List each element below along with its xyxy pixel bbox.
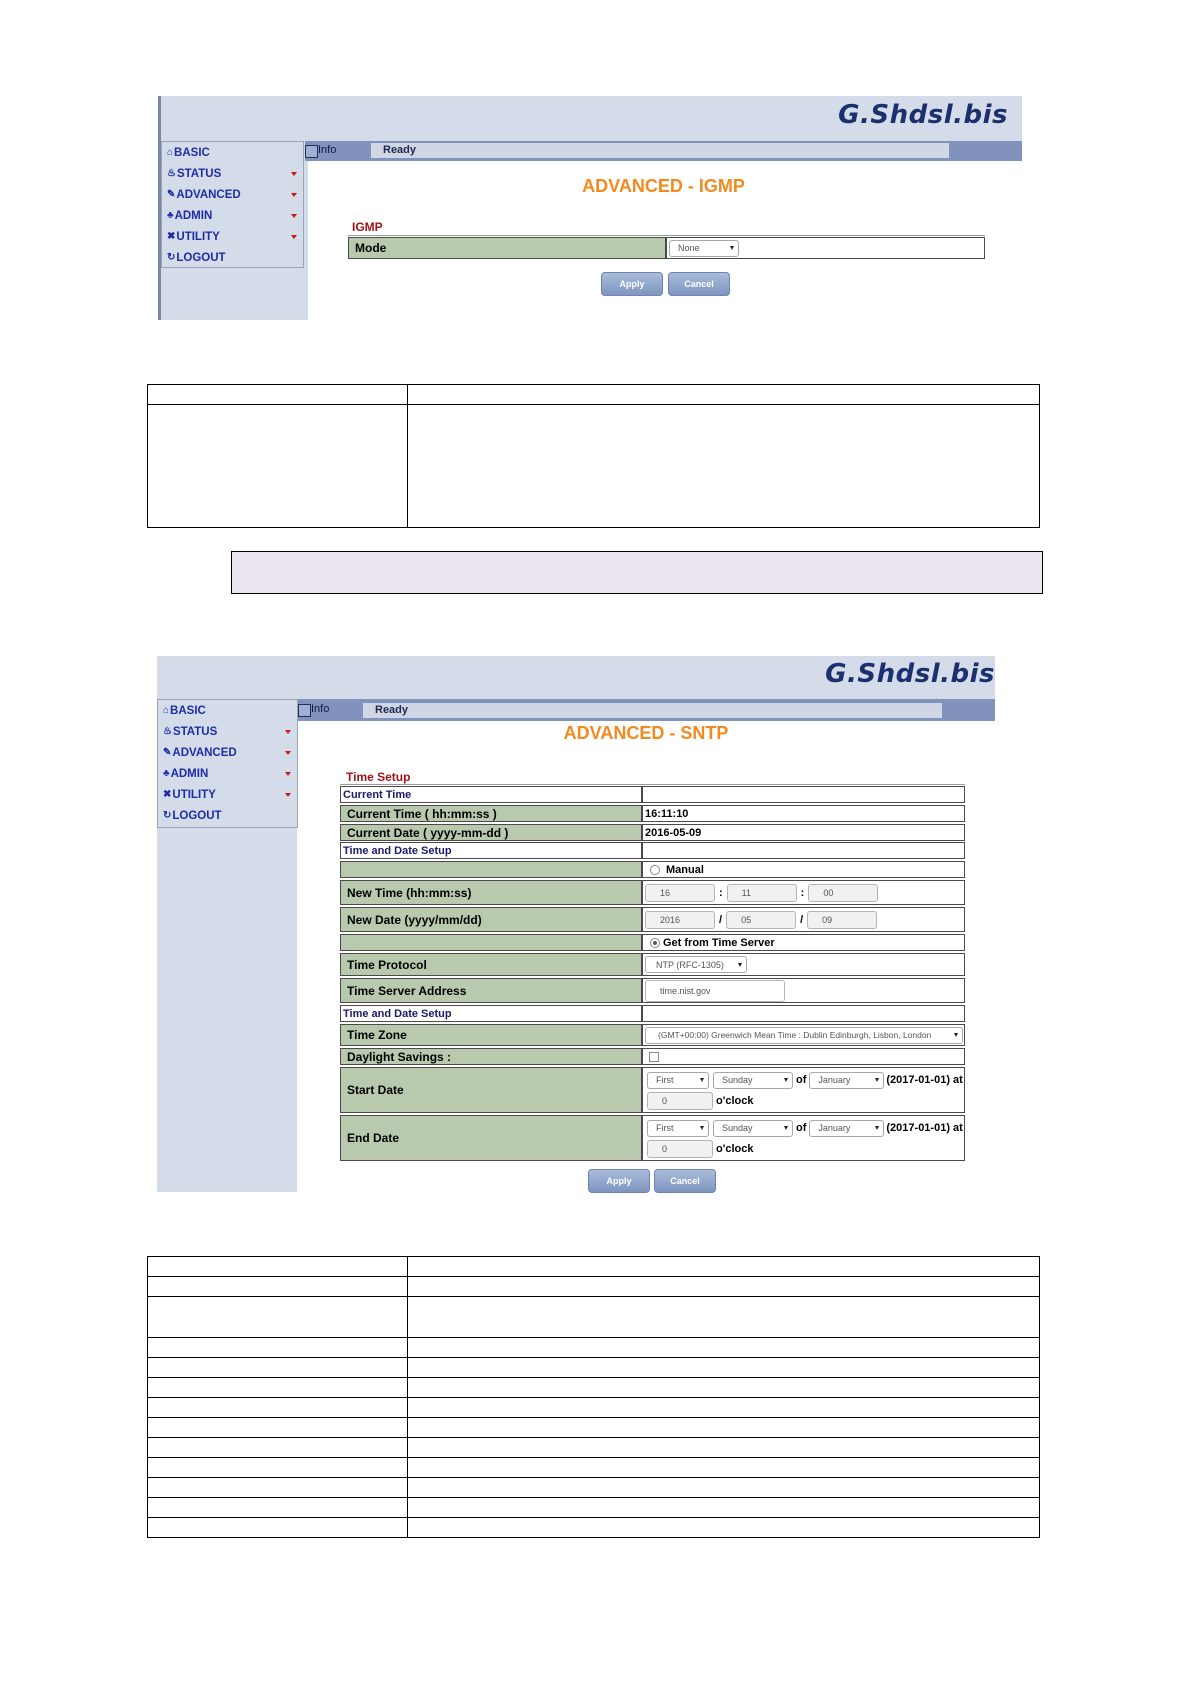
table-cell [408,1458,1040,1478]
apply-button[interactable]: Apply [601,272,663,296]
section-title: Time Setup [346,770,411,784]
sidebar-item-admin[interactable]: ♣ ADMIN [158,763,297,784]
table-cell [148,1498,408,1518]
table-cell [408,1478,1040,1498]
current-time-header: Current Time [340,786,642,803]
get-server-option[interactable]: Get from Time Server [642,934,965,951]
table-cell [148,1338,408,1358]
date-separator: / [719,913,723,926]
chevron-down-icon [700,1078,704,1082]
table-cell [148,1458,408,1478]
end-date-row [340,1115,965,1161]
start-date-line-2 [645,1091,964,1111]
mode-value-cell [666,237,985,259]
current-time-header-row [340,786,965,803]
current-date-label: Current Date ( yyyy-mm-dd ) [340,824,642,841]
manual-option[interactable]: Manual [642,861,965,878]
page-title: ADVANCED - SNTP [563,723,729,743]
end-hour-input[interactable]: 0 [647,1140,713,1158]
info-icon [298,704,311,717]
dst-value-cell [642,1048,965,1065]
server-label: Time Server Address [340,978,642,1003]
new-time-label: New Time (hh:mm:ss) [340,880,642,905]
dropdown-arrow-icon [291,214,297,218]
table-cell [148,1398,408,1418]
new-date-day-input[interactable]: 09 [807,911,877,929]
end-date-value-cell [642,1115,965,1161]
dropdown-arrow-icon [285,772,291,776]
time-separator: : [800,886,805,899]
end-week-select[interactable]: First [647,1120,709,1137]
cancel-button[interactable]: Cancel [668,272,730,296]
sidebar-item-logout[interactable]: ↻ LOGOUT [163,809,222,822]
time-date-setup-header-row-2 [340,1005,965,1022]
logout-icon: ↻ [163,810,172,821]
end-date-line-2 [645,1139,964,1159]
protocol-row [340,953,965,976]
table-cell [408,1297,1040,1338]
new-time-row [340,880,965,905]
start-date-row [340,1067,965,1113]
home-icon: ⌂ [163,705,170,716]
section-divider [340,784,965,785]
table-cell [148,1257,408,1277]
new-date-month-input[interactable]: 05 [726,911,796,929]
tools-icon: ✖ [163,789,172,800]
sidebar-item-status[interactable]: ♨ STATUS [158,721,297,742]
sidebar-item-admin[interactable]: ♣ ADMIN [162,205,303,226]
timezone-row [340,1024,965,1046]
sntp-screenshot [157,656,995,1192]
sidebar-item-advanced[interactable]: ✎ ADVANCED [158,742,297,763]
note-box [231,551,1043,594]
logout-icon: ↻ [167,252,176,263]
new-time-value-cell [642,880,965,905]
table-cell [148,385,408,405]
sidebar-item-utility[interactable]: ✖ UTILITY [162,226,303,247]
status-icon: ♨ [163,726,172,737]
home-icon: ⌂ [167,147,174,158]
table-cell [408,1358,1040,1378]
start-date-text: (2017-01-01) at [886,1074,963,1086]
table-cell [408,1277,1040,1297]
mode-row [348,237,985,259]
table-cell [408,405,1040,528]
table-cell [148,1277,408,1297]
empty-cell [642,842,965,859]
new-date-value-cell [642,907,965,932]
dst-row [340,1048,965,1065]
empty-label-cell [340,861,642,878]
protocol-value-cell [642,953,965,976]
admin-icon: ♣ [163,768,170,779]
empty-cell [642,786,965,803]
info-label: Info [318,144,337,156]
start-hour-input[interactable]: 0 [647,1092,713,1110]
table-cell [408,1438,1040,1458]
app-header [158,96,1022,141]
page-title: ADVANCED - IGMP [582,176,745,196]
info-icon [305,145,318,158]
start-day-select[interactable]: Sunday [713,1072,793,1089]
of-text: of [796,1074,807,1086]
sidebar-item-advanced[interactable]: ✎ ADVANCED [162,184,303,205]
info-label: Info [311,703,330,715]
sidebar-menu [157,699,298,828]
protocol-select[interactable]: NTP (RFC-1305) [645,956,747,973]
current-time-row [340,805,965,822]
timezone-label: Time Zone [340,1024,642,1046]
end-day-select[interactable]: Sunday [713,1120,793,1137]
table-cell [148,1478,408,1498]
table-cell [408,1498,1040,1518]
current-time-value: 16:11:10 [642,805,965,822]
dropdown-arrow-icon [285,730,291,734]
dropdown-arrow-icon [285,793,291,797]
apply-button[interactable]: Apply [588,1169,650,1193]
table-cell [408,385,1040,405]
end-date-line-1 [645,1118,964,1138]
new-time-hour-input[interactable]: 16 [645,884,715,902]
app-header [157,656,995,699]
empty-cell [642,1005,965,1022]
start-date-label: Start Date [340,1067,642,1113]
section-divider [348,235,985,236]
current-time-label: Current Time ( hh:mm:ss ) [340,805,642,822]
mode-label: Mode [348,237,666,259]
chevron-down-icon [738,963,742,967]
start-date-line-1 [645,1070,964,1090]
date-separator: / [800,913,804,926]
igmp-description-table [147,384,1040,528]
end-date-label: End Date [340,1115,642,1161]
end-date-text: (2017-01-01) at [886,1122,963,1134]
table-cell [408,1378,1040,1398]
status-text: Ready [363,703,942,718]
dst-label: Daylight Savings : [340,1048,642,1065]
sidebar-item-status[interactable]: ♨ STATUS [162,163,303,184]
app-logo: G.Shdsl.bis [838,100,1008,130]
table-cell [148,1518,408,1538]
table-cell [148,1438,408,1458]
info-bar [297,699,995,721]
cancel-button[interactable]: Cancel [654,1169,716,1193]
new-date-year-input[interactable]: 2016 [645,911,715,929]
sidebar-item-utility[interactable]: ✖ UTILITY [158,784,297,805]
dropdown-arrow-icon [291,172,297,176]
timezone-select[interactable]: (GMT+00:00) Greenwich Mean Time : Dublin Edinburgh, Lisbon, London [645,1027,963,1044]
pencil-icon: ✎ [167,189,176,200]
table-cell [408,1418,1040,1438]
sntp-description-table [147,1256,1040,1538]
new-time-second-input[interactable]: 00 [808,884,878,902]
tools-icon: ✖ [167,231,176,242]
sidebar-item-basic[interactable]: ⌂ BASIC [167,146,210,159]
chevron-down-icon [700,1126,704,1130]
server-row [340,978,965,1003]
current-date-row [340,824,965,841]
status-text: Ready [371,143,949,158]
oclock-text: o'clock [716,1143,754,1155]
time-date-setup-header-row [340,842,965,859]
table-cell [148,405,408,528]
manual-radio[interactable] [650,865,660,875]
chevron-down-icon [875,1078,879,1082]
start-date-value-cell [642,1067,965,1113]
table-cell [408,1518,1040,1538]
chevron-down-icon [730,246,734,250]
dropdown-arrow-icon [291,235,297,239]
server-address-input[interactable]: time.nist.gov [645,980,785,1002]
sidebar-menu [161,141,304,268]
new-date-label: New Date (yyyy/mm/dd) [340,907,642,932]
igmp-screenshot [158,96,1022,320]
timezone-value-cell [642,1024,965,1046]
app-logo: G.Shdsl.bis [825,659,995,689]
start-month-select[interactable]: January [809,1072,884,1089]
table-cell [408,1257,1040,1277]
protocol-label: Time Protocol [340,953,642,976]
new-time-minute-input[interactable]: 11 [727,884,797,902]
table-cell [148,1297,408,1338]
status-icon: ♨ [167,168,176,179]
oclock-text: o'clock [716,1095,754,1107]
start-week-select[interactable]: First [647,1072,709,1089]
time-separator: : [719,886,723,899]
admin-icon: ♣ [167,210,174,221]
manual-row [340,861,965,878]
new-date-row [340,907,965,932]
table-cell [148,1418,408,1438]
current-date-value: 2016-05-09 [642,824,965,841]
empty-label-cell [340,934,642,951]
table-cell [408,1338,1040,1358]
chevron-down-icon [875,1126,879,1130]
dst-checkbox[interactable] [649,1052,659,1062]
chevron-down-icon [784,1126,788,1130]
table-cell [148,1358,408,1378]
get-server-radio[interactable] [650,938,660,948]
time-date-setup-header: Time and Date Setup [340,842,642,859]
pencil-icon: ✎ [163,747,172,758]
dropdown-arrow-icon [285,751,291,755]
end-month-select[interactable]: January [809,1120,884,1137]
table-cell [148,1378,408,1398]
get-server-row [340,934,965,951]
dropdown-arrow-icon [291,193,297,197]
sidebar-item-logout[interactable]: ↻ LOGOUT [167,251,226,264]
info-bar [305,141,1022,161]
sidebar-item-basic[interactable]: ⌂ BASIC [163,704,206,717]
time-date-setup-header: Time and Date Setup [340,1005,642,1022]
chevron-down-icon [954,1033,958,1037]
table-cell [408,1398,1040,1418]
server-value-cell [642,978,965,1003]
chevron-down-icon [784,1078,788,1082]
of-text: of [796,1122,807,1134]
mode-select[interactable]: None [669,240,739,257]
section-title: IGMP [352,220,383,234]
